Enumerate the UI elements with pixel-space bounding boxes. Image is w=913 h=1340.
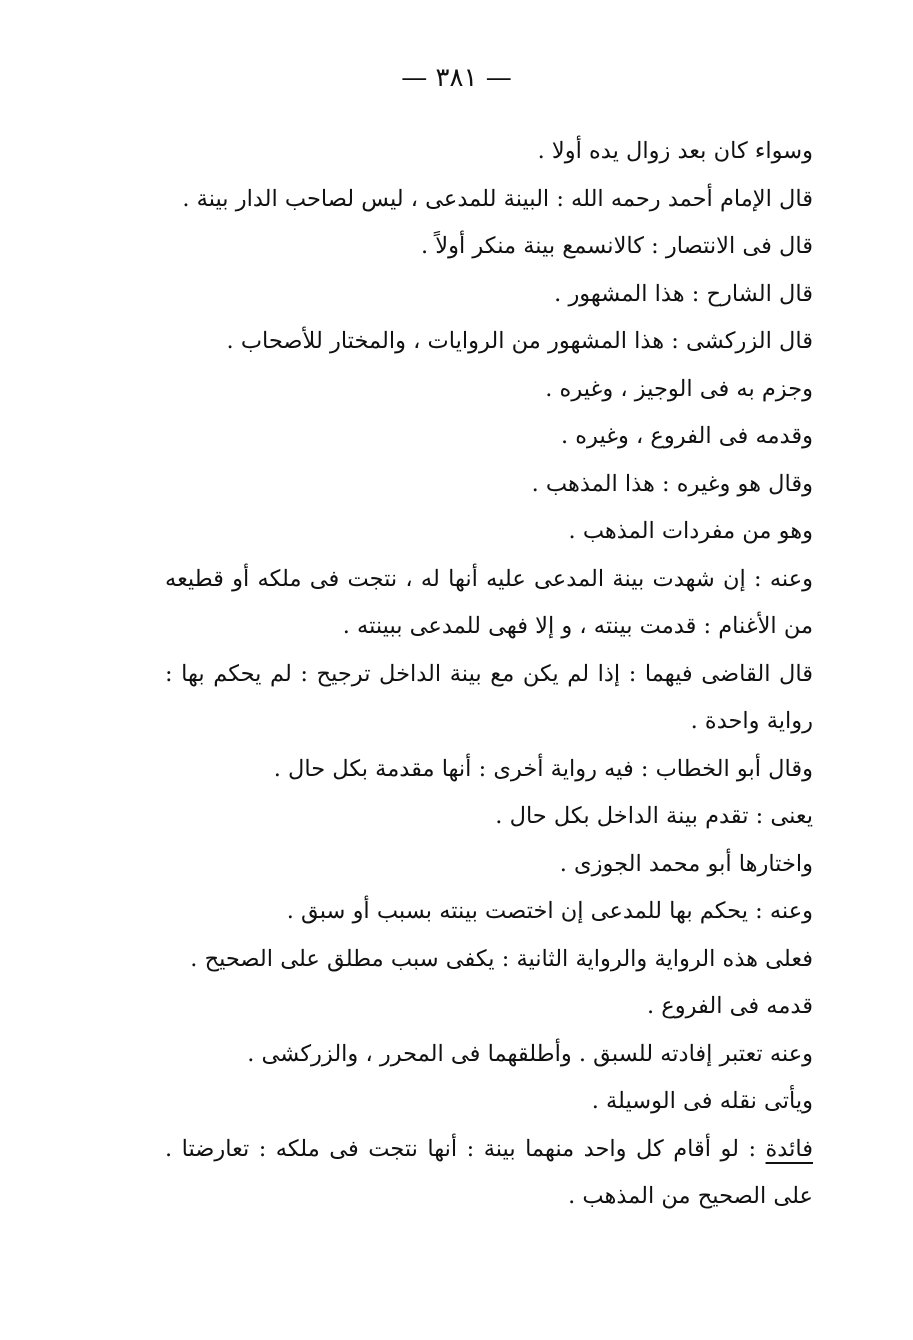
- body-text: [165, 128, 813, 1221]
- paragraph: وعنه : إن شهدت بينة المدعى عليه أنها له ، نتجت فى ملكه أو قطيعه من الأغنام : قدمت بينته ، و إلا فهى للمدعى ببينته .: [165, 565, 813, 639]
- paragraph: فعلى هذه الرواية والرواية الثانية : يكفى سبب مطلق على الصحيح .: [190, 945, 813, 972]
- paragraph: قال الزركشى : هذا المشهور من الروايات ، والمختار للأصحاب .: [226, 328, 813, 354]
- paragraph: وقال أبو الخطاب : فيه رواية أخرى : أنها مقدمة بكل حال .: [273, 755, 813, 782]
- paragraph: قال الإمام أحمد رحمه الله : البينة للمدعى ، ليس لصاحب الدار بينة .: [182, 185, 813, 212]
- paragraph: واختارها أبو محمد الجوزى .: [559, 850, 813, 877]
- paragraph: وقدمه فى الفروع ، وغيره .: [560, 423, 813, 449]
- paragraph: وجزم به فى الوجيز ، وغيره .: [545, 375, 813, 402]
- paragraph: وهو من مفردات المذهب .: [568, 518, 813, 544]
- paragraph: قال القاضى فيهما : إذا لم يكن مع بينة الداخل ترجيح : لم يحكم بها : رواية واحدة .: [165, 660, 813, 734]
- paragraph: وعنه تعتبر إفادته للسبق . وأطلقهما فى المحرر ، والزركشى .: [247, 1040, 813, 1067]
- paragraph: وقال هو وغيره : هذا المذهب .: [531, 470, 813, 497]
- paragraph: قدمه فى الفروع .: [647, 993, 813, 1019]
- paragraph: ويأتى نقله فى الوسيلة .: [591, 1088, 813, 1114]
- paragraph: وسواء كان بعد زوال يده أولا .: [537, 138, 813, 164]
- paragraph: قال فى الانتصار : كالانسمع بينة منكر أولاً .: [420, 233, 813, 259]
- note-text: : لو أقام كل واحد منهما بينة : أنها نتجت فى ملكه : تعارضتا . على الصحيح من المذهب .: [165, 1135, 813, 1209]
- paragraph: يعنى : تقدم بينة الداخل بكل حال .: [495, 803, 813, 829]
- paragraph: قال الشارح : هذا المشهور .: [554, 280, 813, 307]
- page-number: — ٣٨١ —: [401, 63, 512, 93]
- paragraph: وعنه : يحكم بها للمدعى إن اختصت بينته بسبب أو سبق .: [286, 898, 813, 924]
- note-lead-word: فائدة: [765, 1135, 813, 1162]
- note-paragraph: [165, 1126, 813, 1221]
